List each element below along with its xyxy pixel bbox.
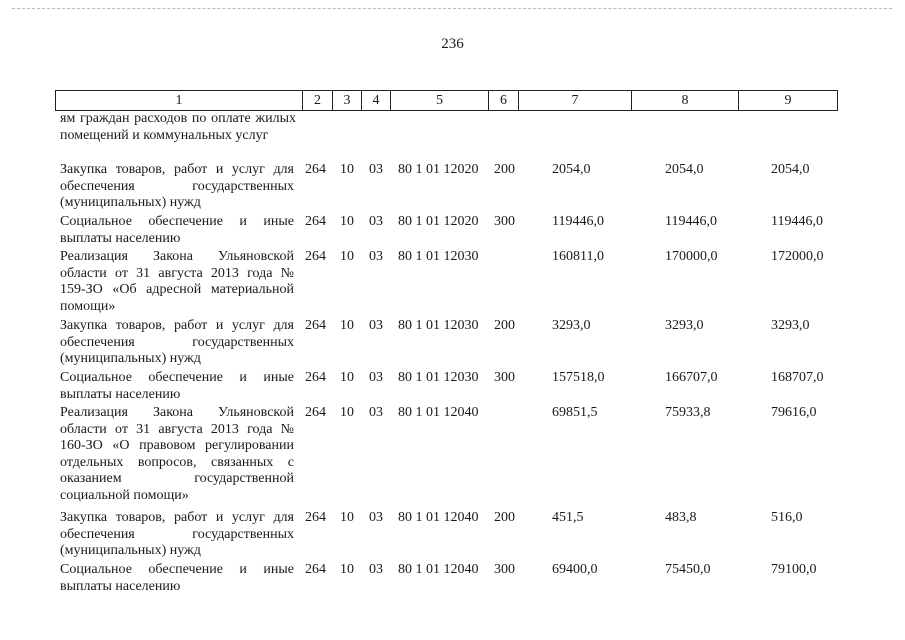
row-col-4: 03 — [369, 162, 383, 177]
row-col-5: 80 1 01 12030 — [398, 249, 479, 264]
row-col-3: 10 — [340, 370, 354, 385]
column-header-2: 2 — [303, 91, 333, 111]
row-col-8: 119446,0 — [665, 214, 717, 229]
row-col-9: 119446,0 — [771, 214, 823, 229]
row-name: ям граждан расходов по оплате жилых помещений и коммунальных услуг — [60, 111, 296, 143]
row-col-5: 80 1 01 12030 — [398, 370, 479, 385]
row-col-2: 264 — [305, 562, 326, 577]
row-col-9: 79100,0 — [771, 562, 817, 577]
row-col-8: 75450,0 — [665, 562, 711, 577]
row-col-5: 80 1 01 12020 — [398, 214, 479, 229]
row-name: Закупка товаров, работ и услуг для обеспечения государственных (муниципальных) нужд — [60, 162, 294, 210]
row-col-9: 172000,0 — [771, 249, 824, 264]
row-col-9: 2054,0 — [771, 162, 810, 177]
row-col-3: 10 — [340, 562, 354, 577]
column-header-8: 8 — [632, 91, 739, 111]
row-col-2: 264 — [305, 249, 326, 264]
row-col-3: 10 — [340, 162, 354, 177]
row-col-9: 3293,0 — [771, 318, 810, 333]
row-col-3: 10 — [340, 318, 354, 333]
row-col-2: 264 — [305, 318, 326, 333]
row-col-8: 483,8 — [665, 510, 697, 525]
row-col-4: 03 — [369, 214, 383, 229]
row-name: Реализация Закона Ульяновской области от 31 августа 2013 года № 159-ЗО «Об адресной материальной помощи» — [60, 249, 294, 314]
row-col-8: 3293,0 — [665, 318, 704, 333]
row-col-5: 80 1 01 12040 — [398, 510, 479, 525]
row-col-4: 03 — [369, 318, 383, 333]
row-col-2: 264 — [305, 214, 326, 229]
row-col-7: 3293,0 — [552, 318, 591, 333]
column-header-5: 5 — [391, 91, 489, 111]
row-col-7: 451,5 — [552, 510, 584, 525]
column-header-6: 6 — [489, 91, 519, 111]
row-col-8: 166707,0 — [665, 370, 718, 385]
row-col-6: 300 — [494, 370, 515, 385]
row-col-6: 200 — [494, 318, 515, 333]
row-name: Закупка товаров, работ и услуг для обеспечения государственных (муниципальных) нужд — [60, 318, 294, 366]
row-col-5: 80 1 01 12030 — [398, 318, 479, 333]
row-name: Социальное обеспечение и иные выплаты населению — [60, 214, 294, 246]
row-col-6: 200 — [494, 510, 515, 525]
row-name: Социальное обеспечение и иные выплаты населению — [60, 562, 294, 594]
row-col-8: 170000,0 — [665, 249, 718, 264]
row-col-5: 80 1 01 12040 — [398, 405, 479, 420]
row-col-6: 300 — [494, 214, 515, 229]
row-col-3: 10 — [340, 249, 354, 264]
row-col-7: 160811,0 — [552, 249, 604, 264]
row-col-2: 264 — [305, 370, 326, 385]
column-header-4: 4 — [362, 91, 391, 111]
row-col-8: 75933,8 — [665, 405, 711, 420]
row-col-5: 80 1 01 12020 — [398, 162, 479, 177]
row-col-4: 03 — [369, 249, 383, 264]
row-col-7: 69851,5 — [552, 405, 598, 420]
row-col-5: 80 1 01 12040 — [398, 562, 479, 577]
row-col-7: 69400,0 — [552, 562, 598, 577]
page-number: 236 — [441, 36, 464, 52]
column-header-9: 9 — [739, 91, 838, 111]
row-col-4: 03 — [369, 562, 383, 577]
row-col-4: 03 — [369, 510, 383, 525]
row-col-6: 200 — [494, 162, 515, 177]
column-header-3: 3 — [333, 91, 362, 111]
row-col-3: 10 — [340, 510, 354, 525]
row-col-2: 264 — [305, 405, 326, 420]
column-header-table — [55, 90, 838, 111]
row-col-2: 264 — [305, 510, 326, 525]
row-col-3: 10 — [340, 405, 354, 420]
row-col-9: 79616,0 — [771, 405, 817, 420]
column-header-row — [56, 91, 838, 111]
row-col-3: 10 — [340, 214, 354, 229]
row-name: Закупка товаров, работ и услуг для обеспечения государственных (муниципальных) нужд — [60, 510, 294, 558]
row-name: Социальное обеспечение и иные выплаты населению — [60, 370, 294, 402]
column-header-7: 7 — [519, 91, 632, 111]
page-top-edge — [12, 8, 892, 9]
row-col-9: 516,0 — [771, 510, 803, 525]
row-col-7: 119446,0 — [552, 214, 604, 229]
column-header-1: 1 — [56, 91, 303, 111]
row-col-8: 2054,0 — [665, 162, 704, 177]
row-col-4: 03 — [369, 370, 383, 385]
row-col-4: 03 — [369, 405, 383, 420]
row-name: Реализация Закона Ульяновской области от 31 августа 2013 года № 160-ЗО «О правовом регулировании отдельных вопросов, связанных с оказанием государственной социальной помощи» — [60, 405, 294, 503]
row-col-2: 264 — [305, 162, 326, 177]
row-col-7: 2054,0 — [552, 162, 591, 177]
row-col-6: 300 — [494, 562, 515, 577]
row-col-9: 168707,0 — [771, 370, 824, 385]
row-col-7: 157518,0 — [552, 370, 605, 385]
